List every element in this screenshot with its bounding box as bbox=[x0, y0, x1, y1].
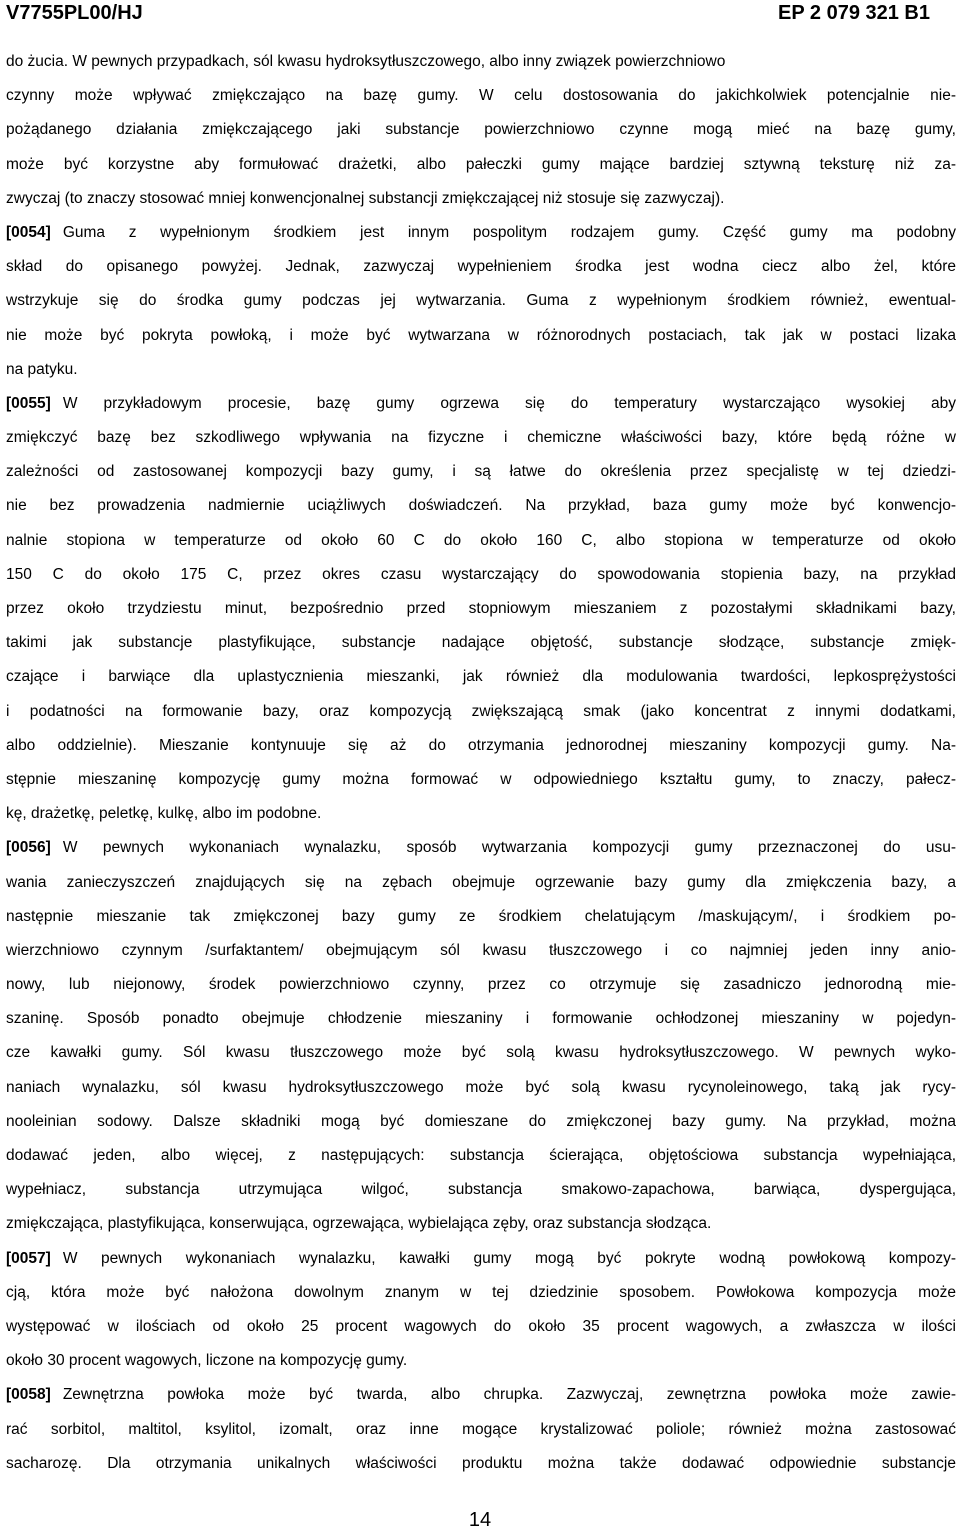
line-text: nie bez prowadzenia nadmiernie uciążliwych doświadczeń. Na przykład, baza gumy może być konwencjo- bbox=[6, 497, 956, 515]
line-text: Guma z wypełnionym środkiem jest innym pospolitym rodzajem gumy. Część gumy ma podobny bbox=[62, 223, 956, 241]
text-line bbox=[6, 1002, 956, 1036]
line-text: może być korzystne aby formułować drażetki, albo pałeczki gumy mające bardziej sztywną teksturę niż za- bbox=[6, 155, 956, 173]
text-line bbox=[6, 968, 956, 1002]
text-line bbox=[6, 1139, 956, 1173]
text-line bbox=[6, 1071, 956, 1105]
document-body bbox=[6, 45, 956, 1481]
line-text: do żucia. W pewnych przypadkach, sól kwasu hydroksytłuszczowego, albo inny związek powierzchniowo bbox=[6, 53, 726, 70]
text-line bbox=[6, 1276, 956, 1310]
text-line bbox=[6, 1036, 956, 1070]
line-text: W przykładowym procesie, bazę gumy ogrzewa się do temperatury wystarczająco wysokiej aby bbox=[62, 394, 956, 412]
line-text: przez około trzydziestu minut, bezpośrednio przed stopniowym mieszaniem z pozostałymi składnikami bazy, bbox=[6, 600, 956, 617]
text-line bbox=[6, 1207, 956, 1241]
text-line bbox=[6, 831, 956, 865]
text-line bbox=[6, 866, 956, 900]
line-text: zależności od zastosowanej kompozycji bazy gumy, i są łatwe do określenia przez specjalistę w tej dziedzi- bbox=[6, 463, 956, 481]
text-line bbox=[6, 1173, 956, 1207]
text-line bbox=[6, 558, 956, 592]
line-text: nalnie stopiona w temperaturze od około 60 C do około 160 C, albo stopiona w temperaturze od około bbox=[6, 531, 956, 549]
text-line bbox=[6, 626, 956, 660]
text-line bbox=[6, 729, 956, 763]
text-line bbox=[6, 284, 956, 318]
text-line bbox=[6, 148, 956, 182]
line-text: naniach wynalazku, sól kwasu hydroksytłuszczowego może być solą kwasu rycynoleinowego, taką jak rycy- bbox=[6, 1078, 956, 1096]
line-text: rać sorbitol, maltitol, ksylitol, izomalt, oraz inne mogące krystalizować poliole; również można zastosować bbox=[6, 1420, 956, 1438]
text-line bbox=[6, 900, 956, 934]
text-line bbox=[6, 1344, 956, 1378]
patent-number: EP 2 079 321 B1 bbox=[778, 2, 930, 24]
text-line bbox=[6, 182, 956, 216]
line-text: dodawać jeden, albo więcej, z następujących: substancja ścierająca, objętościowa substancja wypełniająca, bbox=[6, 1147, 956, 1164]
line-text: Zewnętrzna powłoka może być twarda, albo chrupka. Zazwyczaj, zewnętrzna powłoka może zawie- bbox=[62, 1386, 956, 1404]
line-text: takimi jak substancje plastyfikujące, substancje nadające objętość, substancje słodzące, substancje zmięk- bbox=[6, 634, 956, 652]
page-number: 14 bbox=[468, 1509, 492, 1531]
paragraph-number: [0058] bbox=[6, 1386, 51, 1404]
line-text: cze kawałki gumy. Sól kwasu tłuszczowego może być solą kwasu hydroksytłuszczowego. W pewnych wyko- bbox=[6, 1044, 956, 1062]
line-text: kę, drażetkę, peletkę, kulkę, albo im podobne. bbox=[6, 805, 322, 823]
line-text: nowy, lub niejonowy, środek powierzchniowo czynny, przez co otrzymuje się zasadniczo jednorodną mie- bbox=[6, 976, 956, 994]
text-line bbox=[6, 524, 956, 558]
line-text: szaninę. Sposób ponadto obejmuje chłodzenie mieszaniny i formowanie ochłodzonej mieszaniny w pojedyn- bbox=[6, 1010, 956, 1028]
line-text: czynny może wpływać zmiękczająco na bazę gumy. W celu dostosowania do jakichkolwiek potencjalnie nie- bbox=[6, 87, 956, 105]
text-line bbox=[6, 45, 956, 79]
text-line bbox=[6, 1378, 956, 1412]
line-text: albo oddzielnie). Mieszanie kontynuuje się aż do otrzymania jednorodnej mieszaniny kompozycji gumy. Na- bbox=[6, 736, 956, 754]
text-line bbox=[6, 216, 956, 250]
line-text: wierzchniowo czynnym /surfaktantem/ obejmującym sól kwasu tłuszczowego i co najmniej jeden inny anio- bbox=[6, 941, 956, 959]
text-line bbox=[6, 113, 956, 147]
page-header bbox=[6, 0, 930, 30]
text-line bbox=[6, 695, 956, 729]
line-text: zmiękczyć bazę bez szkodliwego wpływania na fizyczne i chemiczne właściwości bazy, które będą różne w bbox=[6, 429, 956, 447]
line-text: następnie mieszanie tak zmiękczonej bazy gumy ze środkiem chelatującym /maskującym/, i środkiem po- bbox=[6, 907, 956, 925]
text-line bbox=[6, 1413, 956, 1447]
text-line bbox=[6, 489, 956, 523]
line-text: stępnie mieszaninę kompozycję gumy można formować w odpowiedniego kształtu gumy, to znaczy, pałecz- bbox=[6, 770, 956, 788]
text-line bbox=[6, 763, 956, 797]
paragraph-number: [0055] bbox=[6, 394, 51, 412]
line-text: wstrzykuje się do środka gumy podczas jej wytwarzania. Guma z wypełnionym środkiem również, ewentual- bbox=[6, 292, 956, 310]
line-text: i podatności na formowanie bazy, oraz kompozycją zwiększającą smak (jako koncentrat z innymi dodatkami, bbox=[6, 702, 956, 720]
line-text: wania zanieczyszczeń znajdujących się na zębach obejmuje ogrzewanie bazy gumy dla zmiękczenia bazy, a bbox=[6, 873, 956, 891]
text-line bbox=[6, 1310, 956, 1344]
line-text: pożądanego działania zmiękczającego jaki substancje powierzchniowo czynne mogą mieć na bazę gumy, bbox=[6, 121, 956, 139]
line-text: W pewnych wykonaniach wynalazku, kawałki gumy mogą być pokryte wodną powłokową kompozy- bbox=[62, 1249, 956, 1267]
text-line bbox=[6, 387, 956, 421]
line-text: zmiękczająca, plastyfikująca, konserwująca, ogrzewająca, wybielająca zęby, oraz substancja słodząca. bbox=[6, 1215, 712, 1233]
text-line bbox=[6, 319, 956, 353]
line-text: zwyczaj (to znaczy stosować mniej konwencjonalnej substancji zmiękczającej niż stosuje się zazwyczaj). bbox=[6, 189, 725, 207]
line-text: 150 C do około 175 C, przez okres czasu wystarczający do spowodowania stopienia bazy, na przykład bbox=[6, 565, 956, 583]
text-line bbox=[6, 1447, 956, 1481]
line-text: sacharozę. Dla otrzymania unikalnych właściwości produktu można także dodawać odpowiednie substancje bbox=[6, 1454, 956, 1472]
line-text: występować w ilościach od około 25 procent wagowych do około 35 procent wagowych, a zwłaszcza w ilości bbox=[6, 1317, 956, 1335]
text-line bbox=[6, 79, 956, 113]
line-text: około 30 procent wagowych, liczone na kompozycję gumy. bbox=[6, 1352, 408, 1370]
text-line bbox=[6, 250, 956, 284]
document-code: V7755PL00/HJ bbox=[6, 2, 143, 24]
text-line bbox=[6, 797, 956, 831]
line-text: na patyku. bbox=[6, 360, 78, 378]
line-text: czające i barwiące dla uplastycznienia mieszanki, jak również dla modulowania twardości, lepkosprężystości bbox=[6, 668, 956, 686]
paragraph-number: [0054] bbox=[6, 223, 51, 241]
paragraph-number: [0057] bbox=[6, 1249, 51, 1267]
line-text: W pewnych wykonaniach wynalazku, sposób wytwarzania kompozycji gumy przeznaczonej do usu- bbox=[62, 839, 956, 857]
paragraph-number: [0056] bbox=[6, 839, 51, 857]
line-text: wypełniacz, substancja utrzymująca wilgoć, substancja smakowo-zapachowa, barwiąca, dyspergująca, bbox=[6, 1181, 956, 1199]
text-line bbox=[6, 455, 956, 489]
text-line bbox=[6, 421, 956, 455]
line-text: cją, która może być nałożona dowolnym znanym w tej dziedzinie sposobem. Powłokowa kompozycja może bbox=[6, 1283, 956, 1301]
text-line bbox=[6, 660, 956, 694]
line-text: nooleinian sodowy. Dalsze składniki mogą być domieszane do zmiękczonej bazy gumy. Na przykład, można bbox=[6, 1112, 956, 1130]
text-line bbox=[6, 934, 956, 968]
line-text: nie może być pokryta powłoką, i może być wytwarzana w różnorodnych postaciach, tak jak w postaci lizaka bbox=[6, 326, 956, 344]
line-text: skład do opisanego powyżej. Jednak, zazwyczaj wypełnieniem środka jest wodna ciecz albo żel, które bbox=[6, 258, 956, 276]
text-line bbox=[6, 592, 956, 626]
text-line bbox=[6, 1242, 956, 1276]
text-line bbox=[6, 1105, 956, 1139]
text-line bbox=[6, 353, 956, 387]
